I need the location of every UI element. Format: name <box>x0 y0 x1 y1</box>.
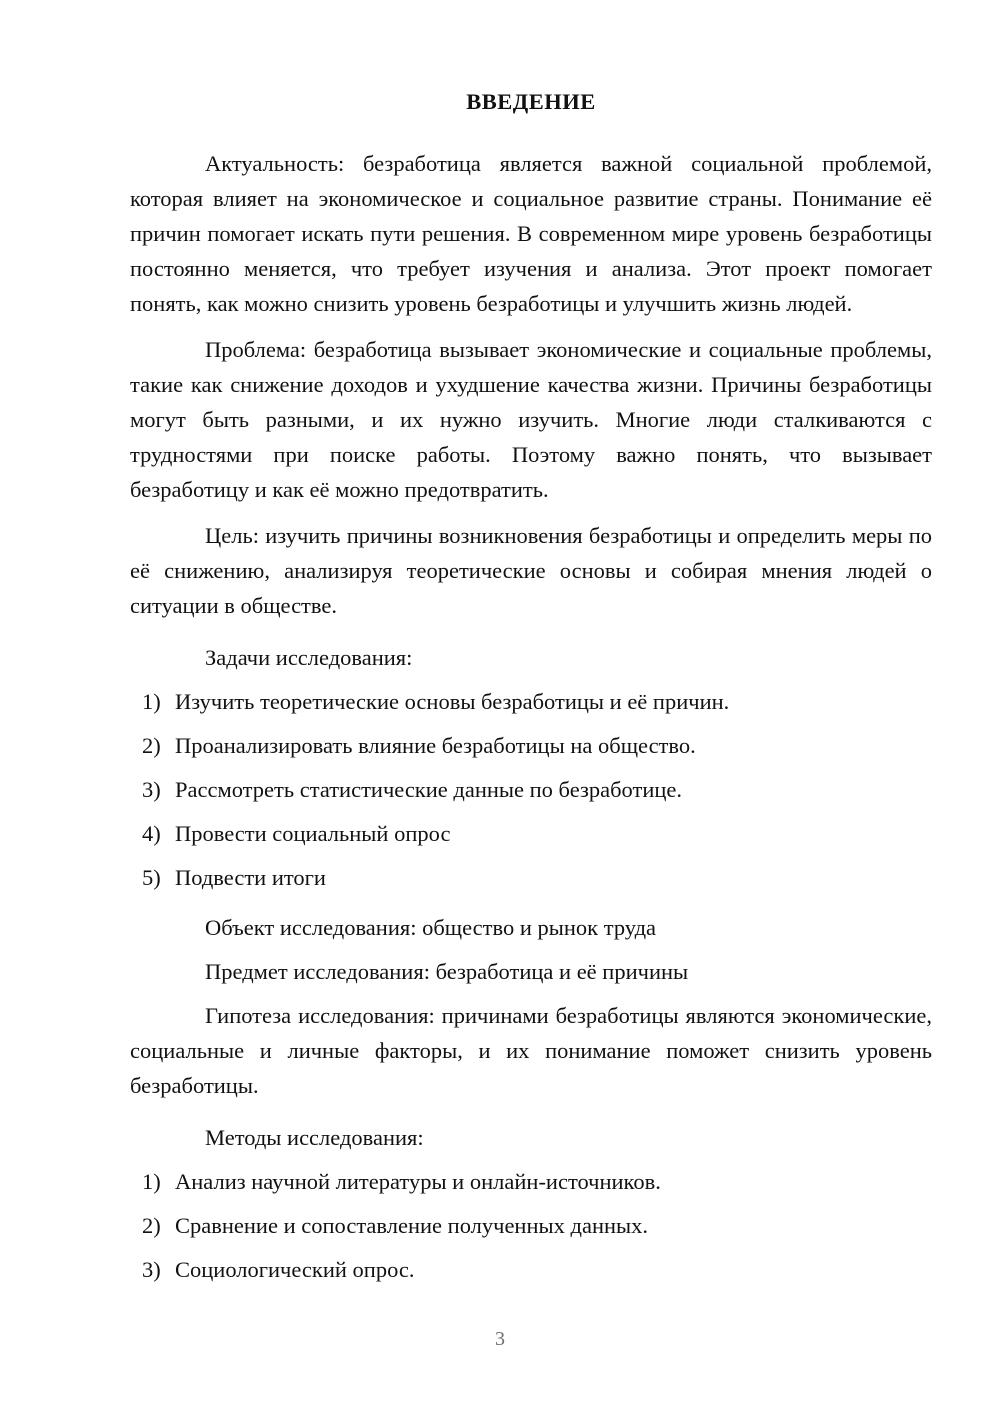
object-of-research: Объект исследования: общество и рынок труда <box>205 915 657 941</box>
paragraph-problem: Проблема: безработица вызывает экономические и социальные проблемы, такие как снижение доходов и ухудшение качества жизни. Причины безработицы могут быть разными, и их нужно изучить. Многие люди сталкиваются с трудностями при поиске работы. Поэтому важно понять, что вызывает безработицу и как её можно предотвратить. <box>130 337 932 503</box>
paragraph-goal: Цель: изучить причины возникновения безработицы и определить меры по её снижению, анализируя теоретические основы и собирая мнения людей о ситуации в обществе. <box>130 523 932 619</box>
paragraph-hypothesis: Гипотеза исследования: причинами безработицы являются экономические, социальные и личные факторы, и их понимание поможет снизить уровень безработицы. <box>130 1003 932 1099</box>
list-item: 1) Анализ научной литературы и онлайн-источников. <box>142 1169 661 1195</box>
list-item: 4) Провести социальный опрос <box>142 821 451 847</box>
tasks-heading: Задачи исследования: <box>205 645 413 671</box>
list-item-text: Провести социальный опрос <box>175 821 451 847</box>
methods-list <box>130 1164 932 1287</box>
list-item: 3) Рассмотреть статистические данные по безработице. <box>142 777 683 803</box>
list-item-text: Проанализировать влияние безработицы на общество. <box>175 733 696 759</box>
page-number: 3 <box>495 1328 505 1350</box>
list-item: 2) Сравнение и сопоставление полученных данных. <box>142 1213 649 1239</box>
list-item-text: Сравнение и сопоставление полученных данных. <box>175 1213 649 1239</box>
page-title: ВВЕДЕНИЕ <box>466 89 596 114</box>
list-item-text: Подвести итоги <box>175 865 326 891</box>
tasks-list <box>130 684 932 895</box>
methods-heading: Методы исследования: <box>205 1125 424 1151</box>
list-item-text: Изучить теоретические основы безработицы и её причин. <box>175 689 730 715</box>
list-item: 3) Социологический опрос. <box>142 1257 415 1283</box>
subject-of-research: Предмет исследования: безработица и её причины <box>205 959 689 985</box>
paragraph-relevance: Актуальность: безработица является важной социальной проблемой, которая влияет на экономическое и социальное развитие страны. Понимание её причин помогает искать пути решения. В современном мире уровень безработицы постоянно меняется, что требует изучения и анализа. Этот проект помогает понять, как можно снизить уровень безработицы и улучшить жизнь людей. <box>130 151 932 317</box>
list-item-text: Анализ научной литературы и онлайн-источников. <box>175 1169 661 1195</box>
document-content <box>130 88 932 1296</box>
list-item: 1) Изучить теоретические основы безработицы и её причин. <box>142 689 730 715</box>
list-item-text: Социологический опрос. <box>175 1257 415 1283</box>
list-item: 5) Подвести итоги <box>142 865 326 891</box>
list-item-text: Рассмотреть статистические данные по безработице. <box>175 777 683 803</box>
list-item: 2) Проанализировать влияние безработицы на общество. <box>142 733 696 759</box>
